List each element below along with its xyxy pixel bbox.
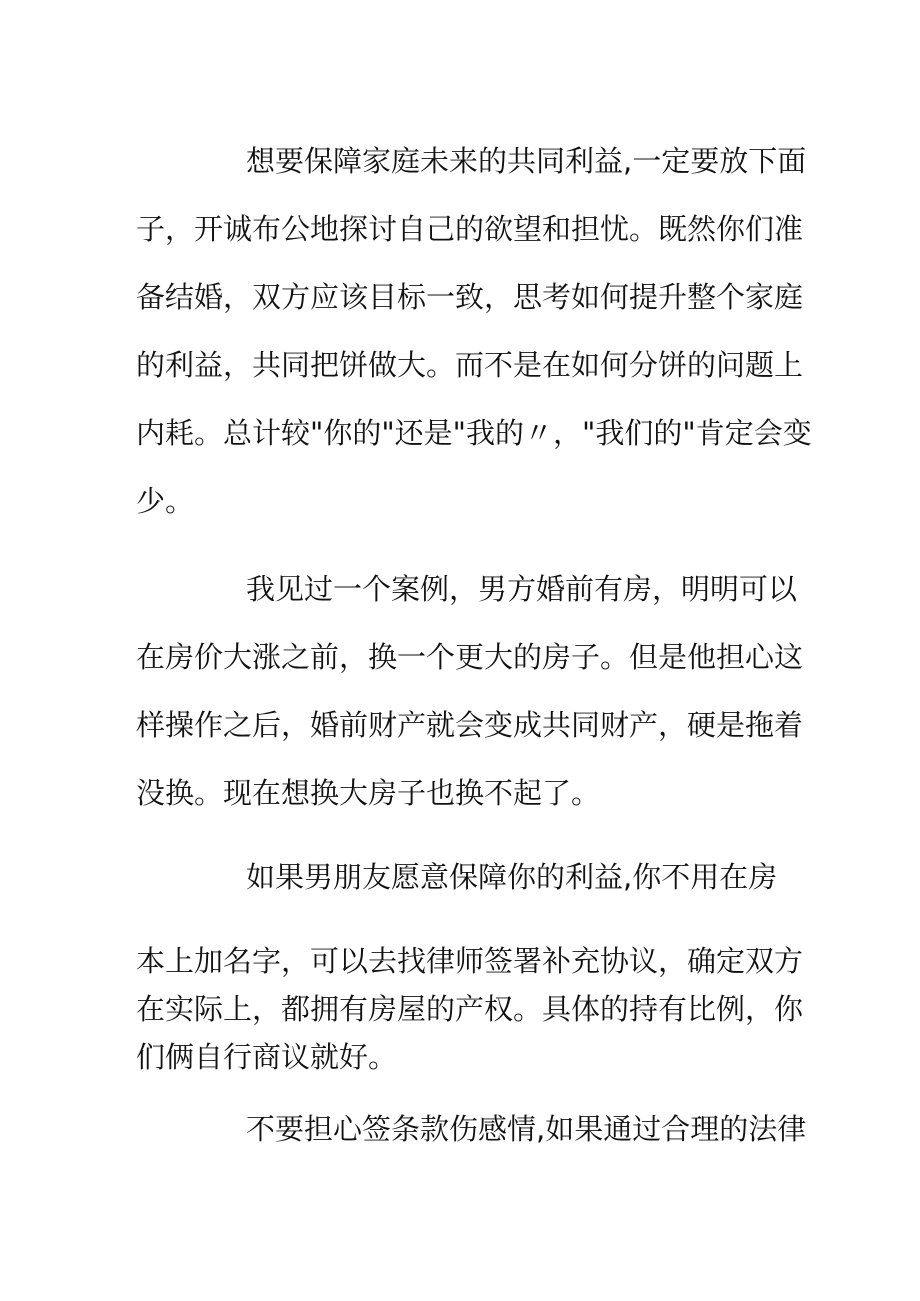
paragraph-line: 我见过一个案例，男方婚前有房，明明可以 [246, 572, 798, 606]
paragraph-line: 如果男朋友愿意保障你的利益,你不用在房 [246, 860, 778, 894]
paragraph-line: 子，开诚布公地探讨自己的欲望和担忧。既然你们准 [136, 212, 804, 246]
paragraph-line: 不要担心签条款伤感情,如果通过合理的法律 [246, 1112, 807, 1146]
paragraph-line: 没换。现在想换大房子也换不起了。 [136, 776, 601, 810]
paragraph-line: 们俩自行商议就好。 [136, 1040, 398, 1074]
paragraph-line: 本上加名字，可以去找律师签署补充协议，确定双方 [136, 944, 804, 978]
paragraph-line: 内耗。总计较"你的"还是"我的〃，"我们的"肯定会变 [136, 416, 812, 450]
paragraph-line: 在实际上，都拥有房屋的产权。具体的持有比例，你 [136, 992, 804, 1026]
paragraph-line: 在房价大涨之前，换一个更大的房子。但是他担心这 [136, 640, 804, 674]
paragraph-line: 想要保障家庭未来的共同利益,一定要放下面 [246, 144, 807, 178]
paragraph-line: 的利益，共同把饼做大。而不是在如何分饼的问题上 [136, 348, 804, 382]
paragraph-line: 样操作之后，婚前财产就会变成共同财产，硬是拖着 [136, 708, 804, 742]
paragraph-line: 少。 [136, 484, 195, 518]
paragraph-line: 备结婚，双方应该目标一致，思考如何提升整个家庭 [136, 280, 804, 314]
